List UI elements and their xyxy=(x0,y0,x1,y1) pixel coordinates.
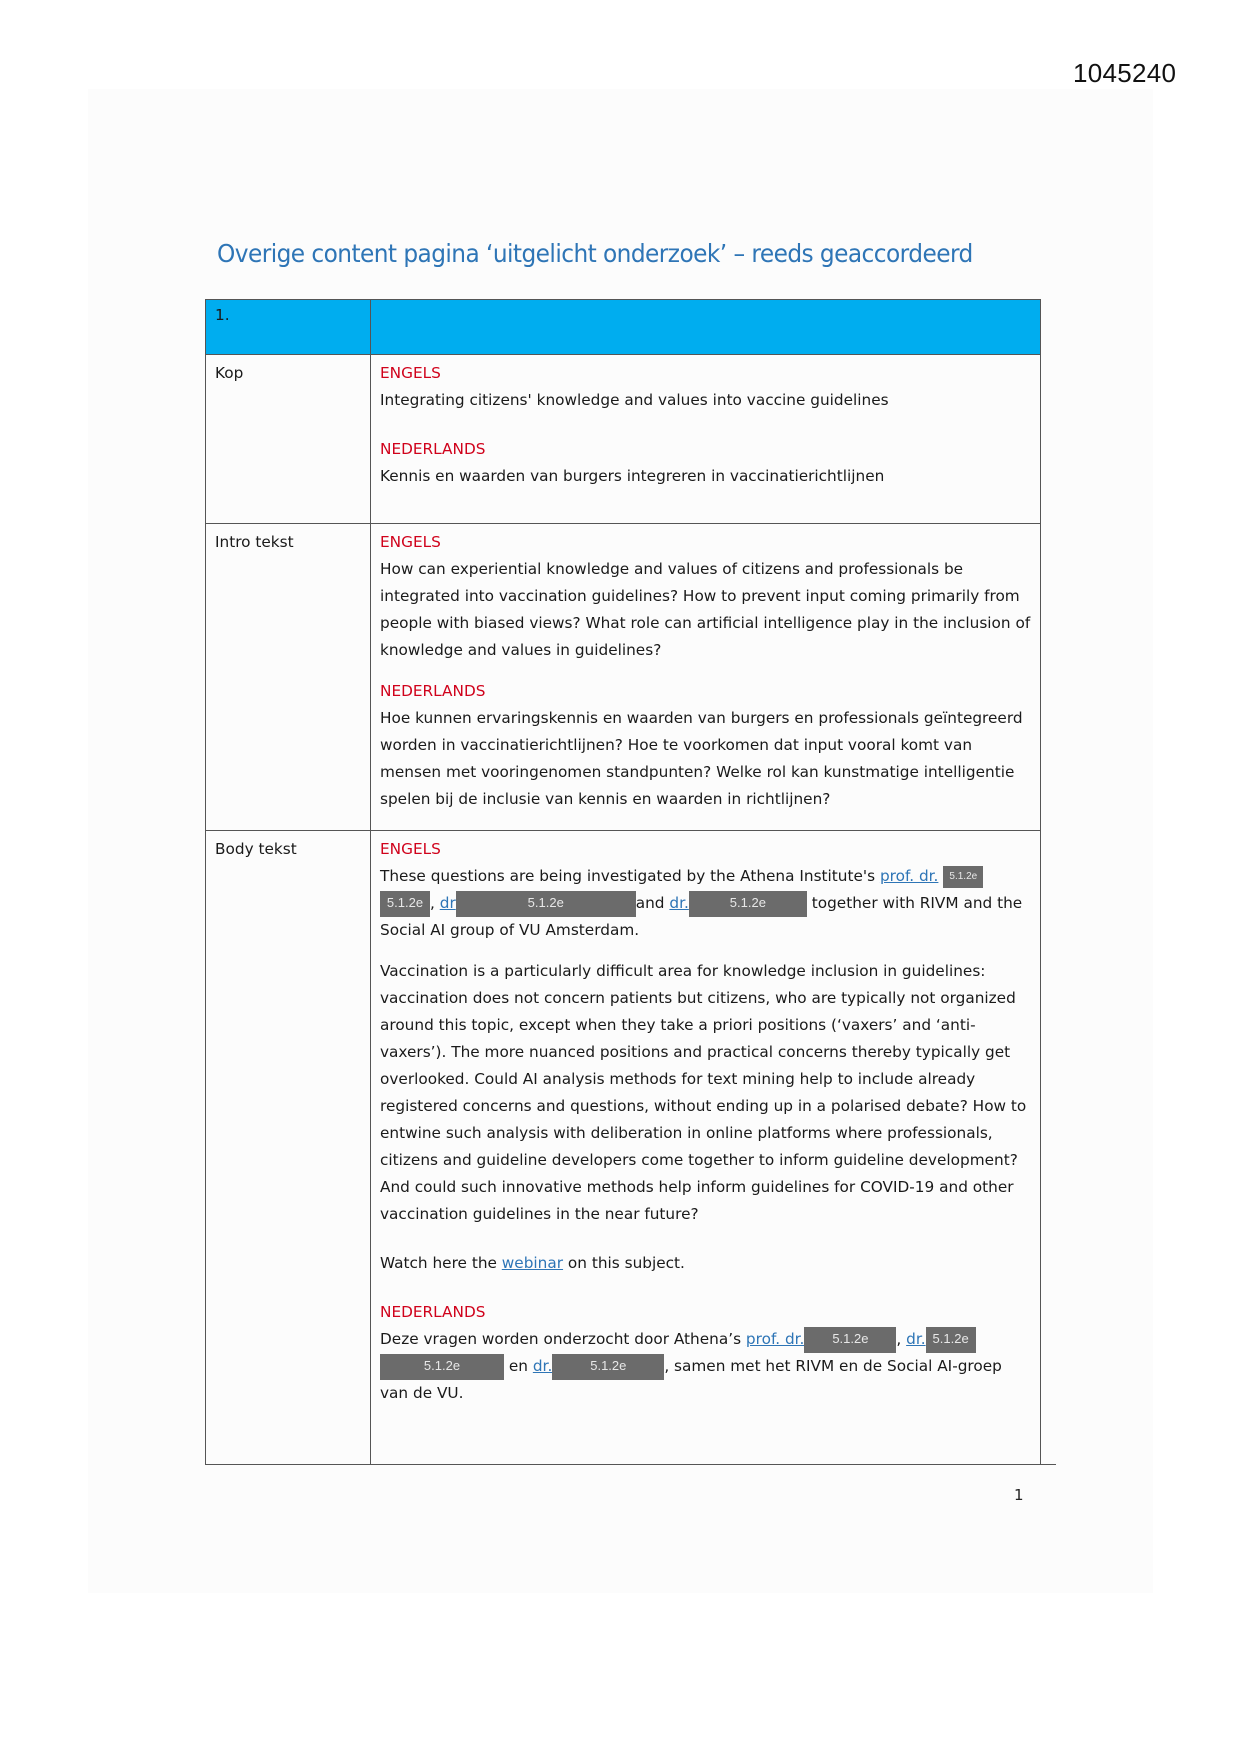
table-border-tail xyxy=(1041,1464,1056,1465)
table-header-row xyxy=(206,300,1041,355)
table-row-intro xyxy=(206,524,1041,831)
page-number: 1 xyxy=(1014,1486,1024,1504)
header-number-cell: 1. xyxy=(206,300,371,355)
language-label-nl: NEDERLANDS xyxy=(380,440,486,458)
content-table xyxy=(205,299,1041,1465)
row-content xyxy=(371,524,1041,831)
row-label: Intro tekst xyxy=(206,524,371,831)
redaction-box: 5.1.2e xyxy=(943,866,983,888)
heading-nl-text: Kennis en waarden van burgers integreren in vaccinatierichtlijnen xyxy=(380,467,885,485)
redaction-box: 5.1.2e xyxy=(456,891,636,917)
language-label-en: ENGELS xyxy=(380,533,441,551)
dr-link[interactable]: dr. xyxy=(669,894,689,912)
dr-link[interactable]: dr xyxy=(439,894,456,912)
prof-dr-link[interactable]: prof. dr. xyxy=(879,867,939,885)
row-label: Kop xyxy=(206,355,371,524)
language-label-nl: NEDERLANDS xyxy=(380,1303,486,1321)
row-content xyxy=(371,831,1041,1465)
redaction-box: 5.1.2e xyxy=(804,1327,896,1353)
body-nl-paragraph-1: Deze vragen worden onderzocht door Athena’s prof. dr. 5.1.2e , dr. 5.1.2e 5.1.2e en dr. 5.1.2e , samen met het RIVM en de Social AI-groep van de VU. xyxy=(380,1326,1031,1407)
redaction-box: 5.1.2e xyxy=(380,1354,504,1380)
heading-en-text: Integrating citizens' knowledge and values into vaccine guidelines xyxy=(380,391,889,409)
redaction-box: 5.1.2e xyxy=(689,891,807,917)
page-title: Overige content pagina ‘uitgelicht onderzoek’ – reeds geaccordeerd xyxy=(217,238,973,268)
redaction-box: 5.1.2e xyxy=(552,1354,664,1380)
webinar-link[interactable]: webinar xyxy=(501,1254,564,1272)
dr-link[interactable]: dr. xyxy=(906,1330,926,1348)
body-en-paragraph-1: These questions are being investigated by the Athena Institute's prof. dr. 5.1.2e 5.1.2e , dr 5.1.2e and dr. 5.1.2e together with RIVM and the Social AI group of VU Amsterdam. xyxy=(380,867,1023,939)
dr-link[interactable]: dr. xyxy=(532,1357,553,1375)
intro-nl-text: Hoe kunnen ervaringskennis en waarden van burgers en professionals geïntegreerd worden in vaccinatierichtlijnen? Hoe te voorkomen dat input vooral komt van mensen met vooringenomen standpunten? Welke rol kan kunstmatige intelligentie spelen bij de inclusie van kennis en waarden in richtlijnen? xyxy=(380,709,1023,808)
header-value-cell xyxy=(371,300,1041,355)
language-label-en: ENGELS xyxy=(380,364,441,382)
language-label-en: ENGELS xyxy=(380,840,441,858)
body-en-paragraph-3: Watch here the webinar on this subject. xyxy=(380,1254,685,1272)
document-id: 1045240 xyxy=(1073,58,1177,88)
body-en-paragraph-2: Vaccination is a particularly difficult area for knowledge inclusion in guidelines: vaccination does not concern patients but citizens, who are typically not organized around this topic, except when they take a priori positions (‘vaxers’ and ‘anti-vaxers’). The more nuanced positions and practical concerns thereby typically get overlooked. Could AI analysis methods for text mining help to include already registered concerns and questions, without ending up in a polarised debate? How to entwine such analysis with deliberation in online platforms where professionals, citizens and guideline developers come together to inform guideline development? And could such innovative methods help inform guidelines for COVID-19 and other vaccination guidelines in the near future? xyxy=(380,962,1027,1223)
row-content xyxy=(371,355,1041,524)
redaction-box: 5.1.2e xyxy=(926,1327,976,1353)
table-row-kop xyxy=(206,355,1041,524)
prof-dr-link[interactable]: prof. dr. xyxy=(745,1330,805,1348)
intro-en-text: How can experiential knowledge and values of citizens and professionals be integrated into vaccination guidelines? How to prevent input coming primarily from people with biased views? What role can artificial intelligence play in the inclusion of knowledge and values in guidelines? xyxy=(380,560,1031,659)
language-label-nl: NEDERLANDS xyxy=(380,682,486,700)
redaction-box: 5.1.2e xyxy=(380,891,430,917)
table-row-body xyxy=(206,831,1041,1465)
row-label: Body tekst xyxy=(206,831,371,1465)
